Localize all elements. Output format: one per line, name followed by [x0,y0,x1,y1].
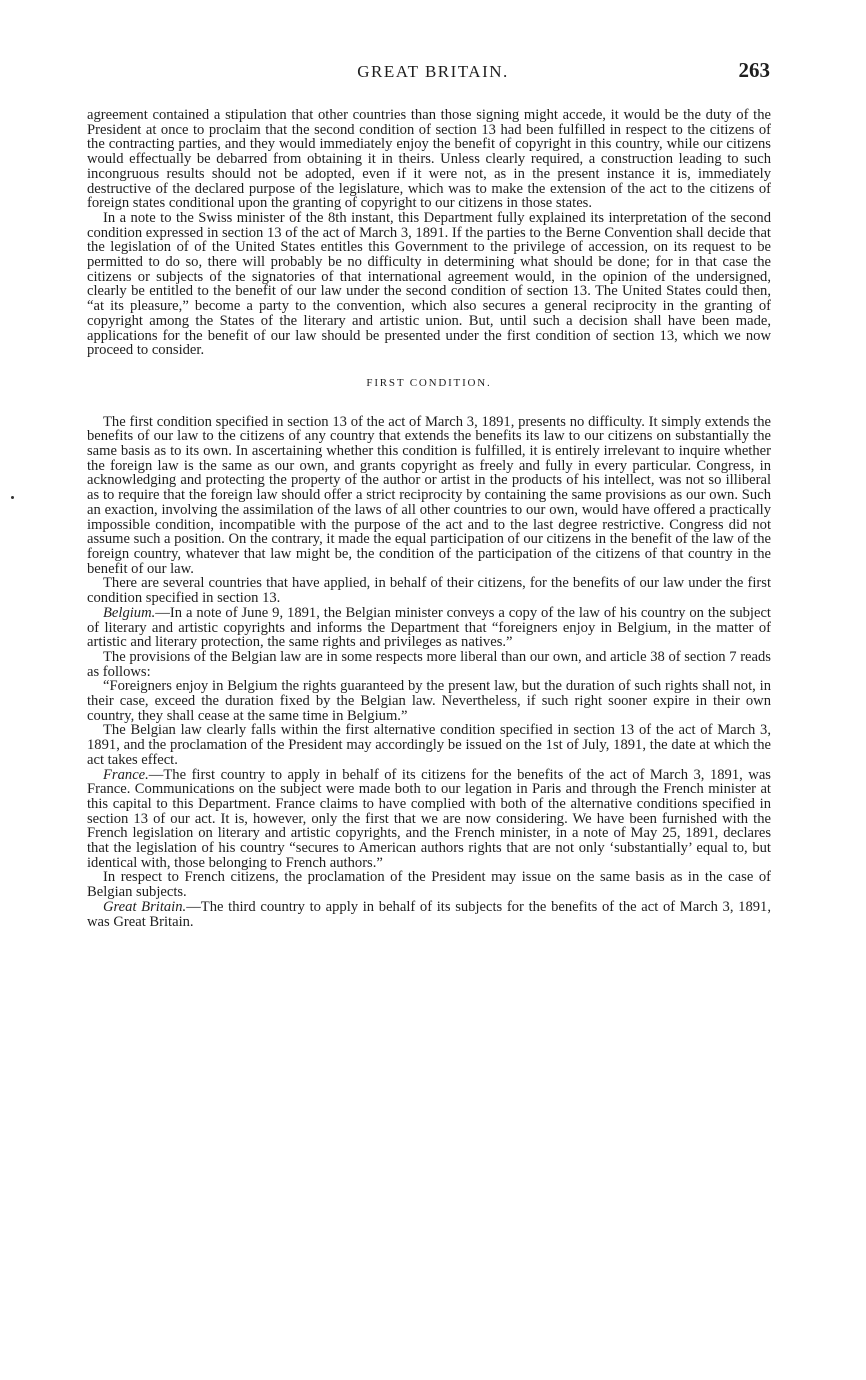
page-number: 263 [738,58,770,82]
paragraph-france [87,768,771,871]
paragraph-swiss-note: In a note to the Swiss minister of the 8th instant, this Department fully explained its interpretation of the second condition expressed in section 13 of the act of March 3, 1891. If the parties to the Berne Convention shall decide that the legislation of of the United States entitles this Government to the privilege of accession, on its request to be permitted to do so, there will probably be no difficulty in determining what should be done; for in that case the citizens or subjects of the signatories of that international agreement would, in the opinion of the undersigned, clearly be entitled to the benefit of our law under the second condition of section 13. The United States could then, “at its pleasure,” become a party to the convention, which also secures a general reciprocity in the granting of copyright among the States of the literary and artistic union. But, until such a decision shall have been made, applications for the benefit of our law should be presented under the first condition of section 13, which we now proceed to consider. [87,209,771,359]
paragraph-french-conclusion: In respect to French citizens, the proclamation of the President may issue on the same basis as in the case of Belgian subjects. [87,869,771,901]
running-title: GREAT BRITAIN. [357,62,509,81]
margin-mark [11,496,14,499]
paragraph-great-britain [87,900,771,929]
belgium-text: —In a note of June 9, 1891, the Belgian minister conveys a copy of the law of his country on the subject of literary and artistic copyrights and informs the Department that “foreigners enjoy in Belgium, in the matter of artistic and literary protection, the same rights and privileges as natives.” [87,604,771,651]
paragraph-applicant-countries: There are several countries that have applied, in behalf of their citizens, for the benefits of our law under the first condition specified in section 13. [87,575,771,607]
paragraph-first-condition: The first condition specified in section 13 of the act of March 3, 1891, presents no difficulty. It simply extends the benefits of our law to the citizens of any country that extends the benefits its law to our citizens on substantially the same basis as to its own. In ascertaining whether this condition is fulfilled, it is entirely irrelevant to inquire whether the foreign law is the same as our own, and grants copyright as freely and fully in every particular. Congress, in acknowledging and protecting the property of the author or artist in the products of his intellect, was not so illiberal as to require that the foreign law should offer a strict reciprocity by containing the same provisions as our own. Such an exaction, involving the assimilation of the laws of all other countries to our own, would have offered a practically impossible condition, incompatible with the purpose of the act and to the last degree restrictive. Congress did not assume such a position. On the contrary, it made the equal participation of our citizens in the benefit of the law of the foreign country, whatever that law might be, the condition of the participation of the citizens of that country in the benefit of our law. [87,413,771,577]
paragraph-belgian-conclusion: The Belgian law clearly falls within the first alternative condition specified in section 13 of the act of March 3, 1891, and the proclamation of the President may accordingly be issued on the 1st of July, 1891, the date at which the act takes effect. [87,722,771,768]
france-text: —The first country to apply in behalf of its citizens for the benefits of the act of March 3, 1891, was France. Communications on the subject were made both to our legation in Paris and through the French minister at this capital to this Department. France claims to have complied with both of the alternative conditions specified in section 13 of our act. It is, however, only the first that we are now considering. We have been furnished with the French legislation on literary and artistic copyrights, and the French minister, in a note of May 25, 1891, declares that the legislation of his country “secures to American authors rights that are not only ‘substantially’ equal to, but identical with, those belonging to French authors.” [87,766,771,871]
paragraph-belgium [87,606,771,650]
body-text [87,108,771,929]
country-name-belgium: Belgium. [103,604,156,621]
country-name-france: France. [103,766,149,783]
quote-belgian-article: “Foreigners enjoy in Belgium the rights guaranteed by the present law, but the duration of such rights shall not, in their case, exceed the duration fixed by the Belgian law. Nevertheless, if such right sooner expire in their own country, they shall cease at the same time in Belgium.” [87,678,771,724]
country-name-great-britain: Great Britain. [103,898,187,915]
section-heading: FIRST CONDITION. [366,376,492,389]
paragraph-belgian-provisions: The provisions of the Belgian law are in some respects more liberal than our own, and article 38 of section 7 reads as follows: [87,648,771,680]
great-britain-text: —The third country to apply in behalf of its subjects for the benefits of the act of March 3, 1891, was Great Britain. [87,898,772,930]
paragraph-continued: agreement contained a stipulation that other countries than those signing might accede, it would be the duty of the President at once to proclaim that the second condition of section 13 had been fulfilled in respect to the citizens of the contracting parties, and they would immediately enjoy the benefit of copyright in this country, while our citizens would effectually be debarred from obtaining it in theirs. Unless clearly required, a construction leading to such incongruous results should not be adopted, even if it were not, as in the present instance it is, immediately destructive of the declared purpose of the legislature, which was to make the extension of the act to the citizens of foreign states conditional upon the granting of copyright to our citizens in those states. [87,107,771,212]
